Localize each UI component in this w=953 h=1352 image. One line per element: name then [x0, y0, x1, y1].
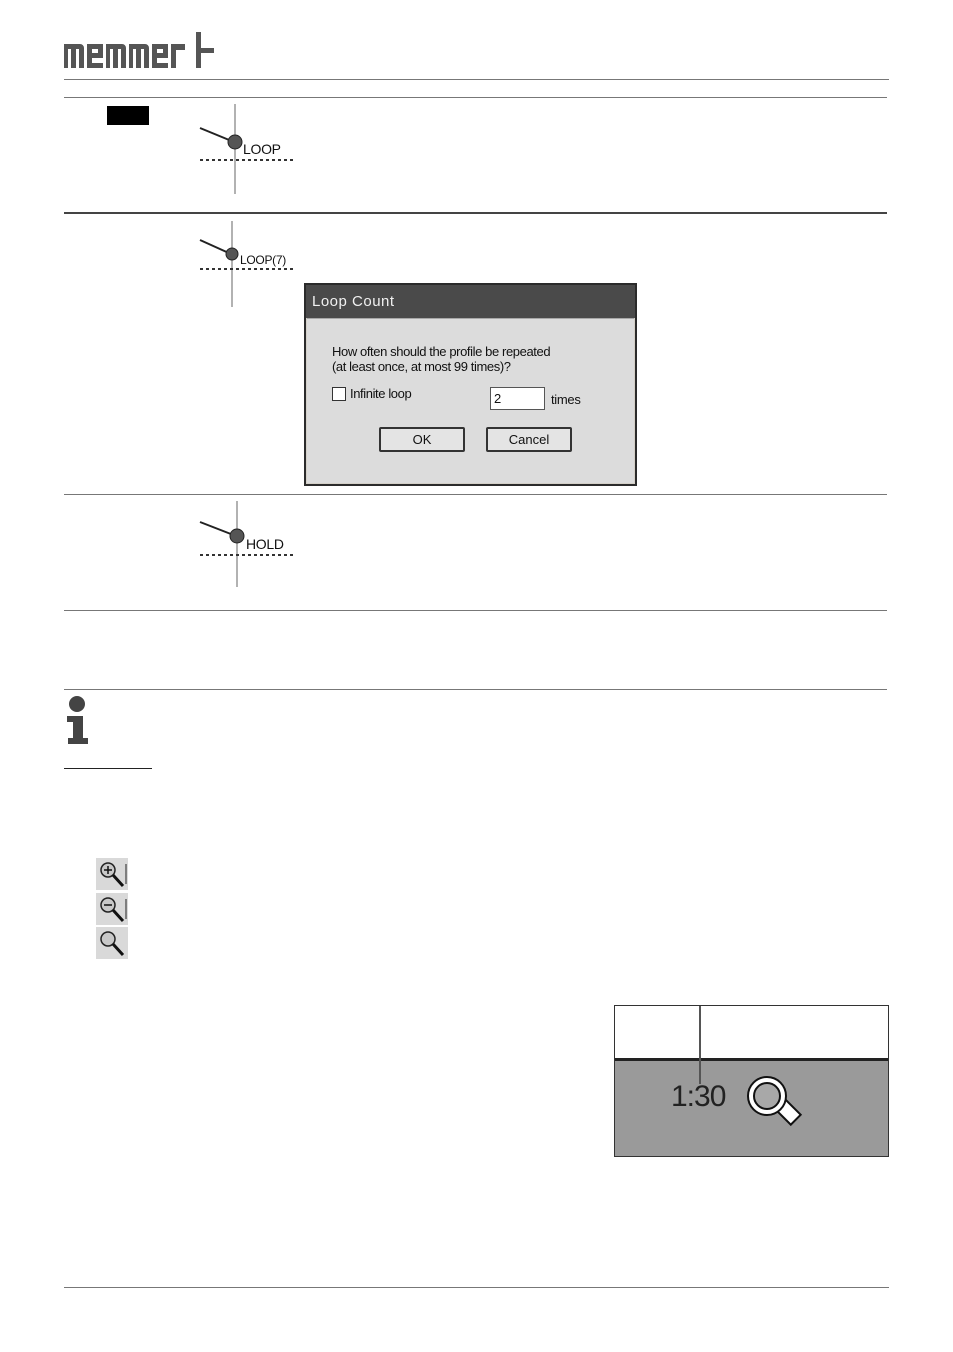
zoom-timeline-panel	[614, 1005, 889, 1157]
info-rule	[64, 689, 887, 690]
time-marker-line	[699, 1006, 701, 1084]
loop-diagram	[198, 104, 308, 196]
ok-button[interactable]: OK	[379, 427, 465, 452]
zoom-in-icon[interactable]	[96, 858, 128, 890]
dialog-body	[307, 318, 634, 483]
footer-rule	[64, 1287, 889, 1288]
zoom-out-icon[interactable]	[96, 893, 128, 925]
row-divider	[64, 494, 887, 495]
diagram-label: LOOP(7)	[240, 253, 286, 267]
hold-diagram	[198, 501, 308, 589]
times-label: times	[551, 392, 581, 407]
info-icon	[64, 696, 90, 744]
zoom-reset-icon[interactable]	[96, 927, 128, 959]
memmert-logo	[64, 30, 224, 74]
loop-count-input[interactable]: 2	[490, 387, 545, 410]
diagram-label: HOLD	[246, 536, 284, 552]
magnifier-cursor-icon	[745, 1074, 815, 1144]
dialog-message-line1: How often should the profile be repeated	[332, 344, 551, 359]
row-divider	[64, 212, 887, 214]
dialog-message	[332, 344, 550, 374]
infinite-loop-label[interactable]: Infinite loop	[350, 386, 412, 401]
loop-count-diagram	[198, 221, 308, 309]
infinite-loop-checkbox[interactable]	[332, 387, 346, 401]
time-label: 1:30	[671, 1080, 726, 1113]
cancel-button[interactable]: Cancel	[486, 427, 572, 452]
dialog-message-line2: (at least once, at most 99 times)?	[332, 359, 511, 374]
loop-count-dialog	[304, 283, 637, 486]
dialog-titlebar[interactable]: Loop Count	[306, 285, 635, 318]
info-underline	[64, 768, 152, 769]
black-marker	[107, 106, 149, 125]
header-rule	[64, 79, 889, 80]
table-top-rule	[64, 97, 887, 98]
diagram-label: LOOP	[243, 141, 281, 157]
row-divider	[64, 610, 887, 611]
